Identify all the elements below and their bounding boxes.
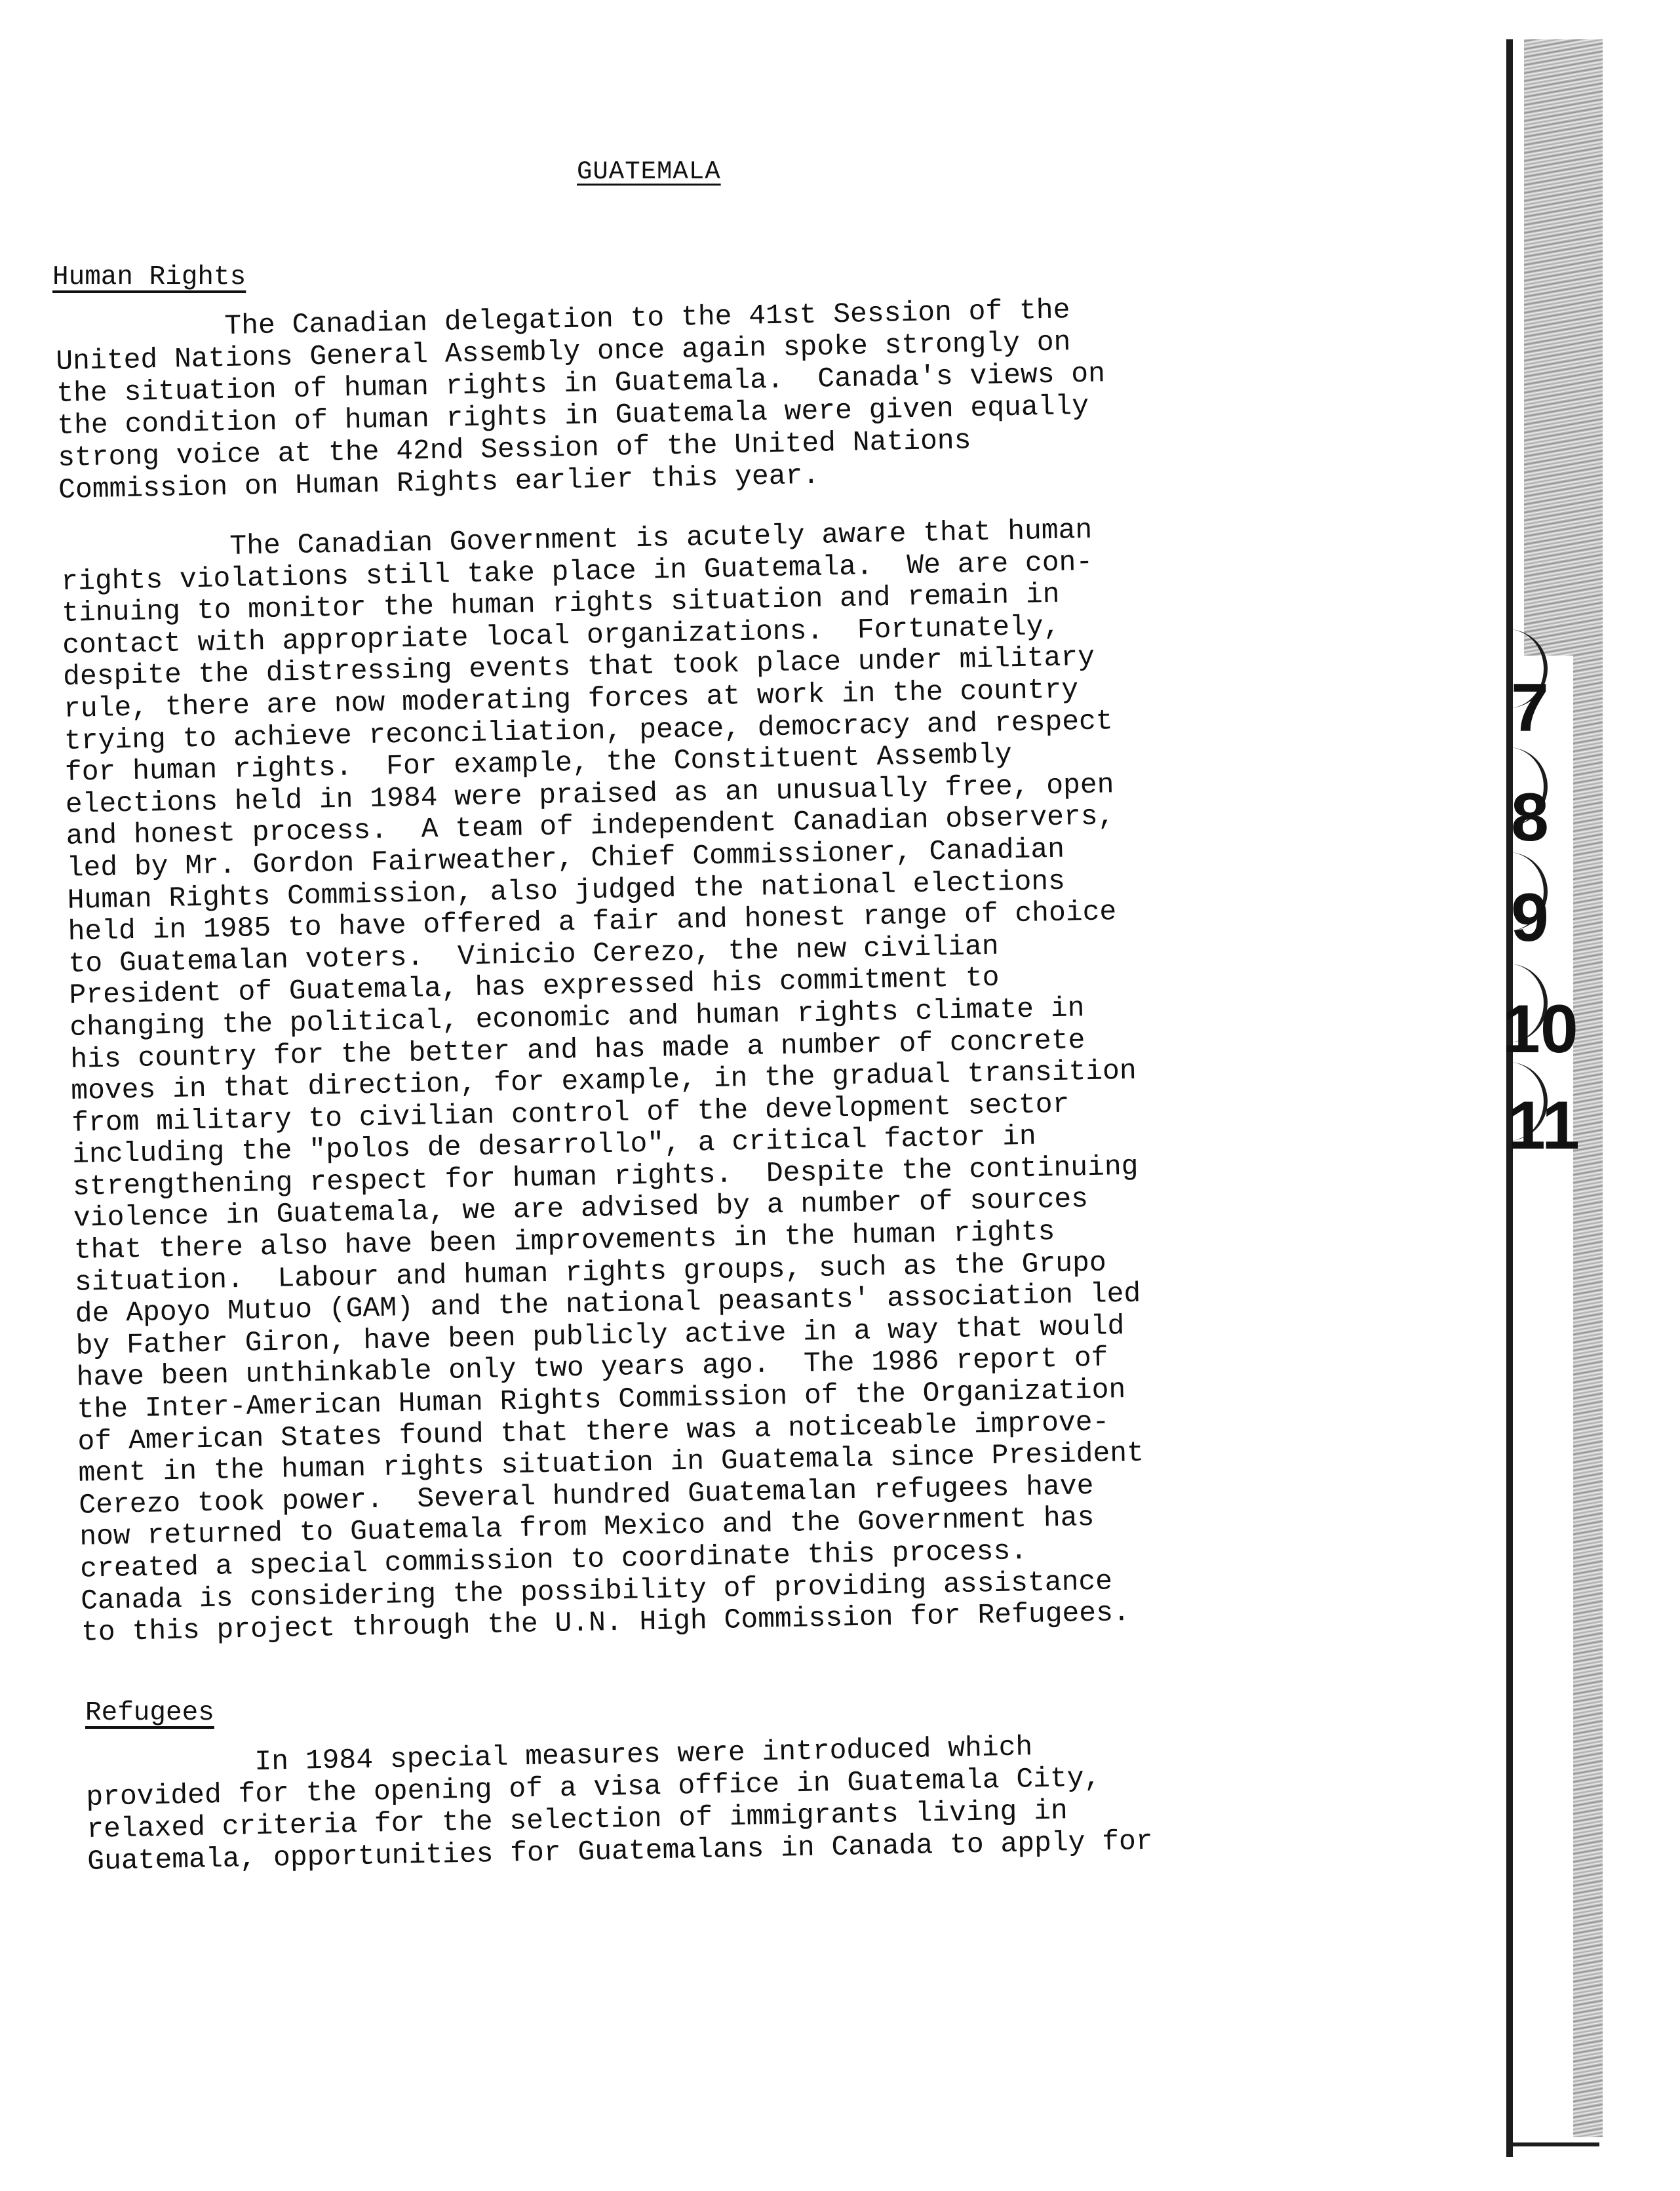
paragraph-human-rights-1: The Canadian delegation to the 41st Session of the United Nations General Assembly once again spoke strongly on the situation of human rights in Guatemala. Canada's views on the condition of human rights in Guatemala were given equally strong voice at the 42nd Session of the United Nations Commission on Human Rights earlier this year. — [55, 294, 1106, 506]
tab-label-7[interactable]: 7 — [1511, 670, 1549, 746]
tab-label-9[interactable]: 9 — [1511, 880, 1549, 956]
tab-label-8[interactable]: 8 — [1511, 780, 1549, 856]
tab-label-10[interactable]: 10 — [1502, 991, 1578, 1067]
page-title: GUATEMALA — [577, 157, 721, 186]
tab-label-11[interactable]: 11 — [1508, 1088, 1580, 1164]
section-heading-human-rights: Human Rights — [52, 262, 246, 292]
section-heading-refugees: Refugees — [85, 1698, 214, 1728]
paragraph-refugees-1: In 1984 special measures were introduced which provided for the opening of a visa office in Guatemala City, relaxed criteria for the selection of immigrants living in Guatemala, opportunities for Guatemalans in Canada to apply for — [85, 1731, 1154, 1878]
page-bottom-edge — [1508, 2142, 1599, 2146]
paragraph-human-rights-2: The Canadian Government is acutely aware that human rights violations still take place in Guatemala. We are con- tinuing to monitor the human rights situation and remain in contact with appropriate local organizations. Fortunately, despite the distressing events that took place under military rule, there are now moderating forces at work in the country trying to achieve reconciliation, peace, democracy and respect for human rights. For example, the Constituent Assembly elections held in 1984 were praised as an unusually free, open and honest process. A team of independent Canadian observers, led by Mr. Gordon Fairweather, Chief Commissioner, Canadian Human Rights Commission, also judged the national elections held in 1985 to have offered a fair and honest range of choice to Guatemalan voters. Vinicio Cerezo, the new civilian President of Guatemala, has expressed his commitment to changing the political, economic and human rights climate in his country for the better and has made a number of concrete moves in that direction, for example, in the gradual transition from military to civilian control of the development sector including the "polos de desarrollo", a critical factor in strengthening respect for human rights. Despite the continuing violence in Guatemala, we are advised by a number of sources that there also have been improvements in the human rights situation. Labour and human rights groups, such as the Grupo de Apoyo Mutuo (GAM) and the national peasants' association led by Father Giron, have been publicly active in a way that would have been unthinkable only two years ago. The 1986 report of the Inter-American Human Rights Commission of the Organization of American States found that there was a noticeable improve- ment in the human rights situation in Guatemala since President Cerezo took power. Several hundred Guatemalan refugees have now returned to Guatemala from Mexico and the Government has created a special commission to coordinate this process. Canada is considering the possibility of providing assistance to this project through the U.N. High Commission for Refugees. — [60, 513, 1144, 1649]
